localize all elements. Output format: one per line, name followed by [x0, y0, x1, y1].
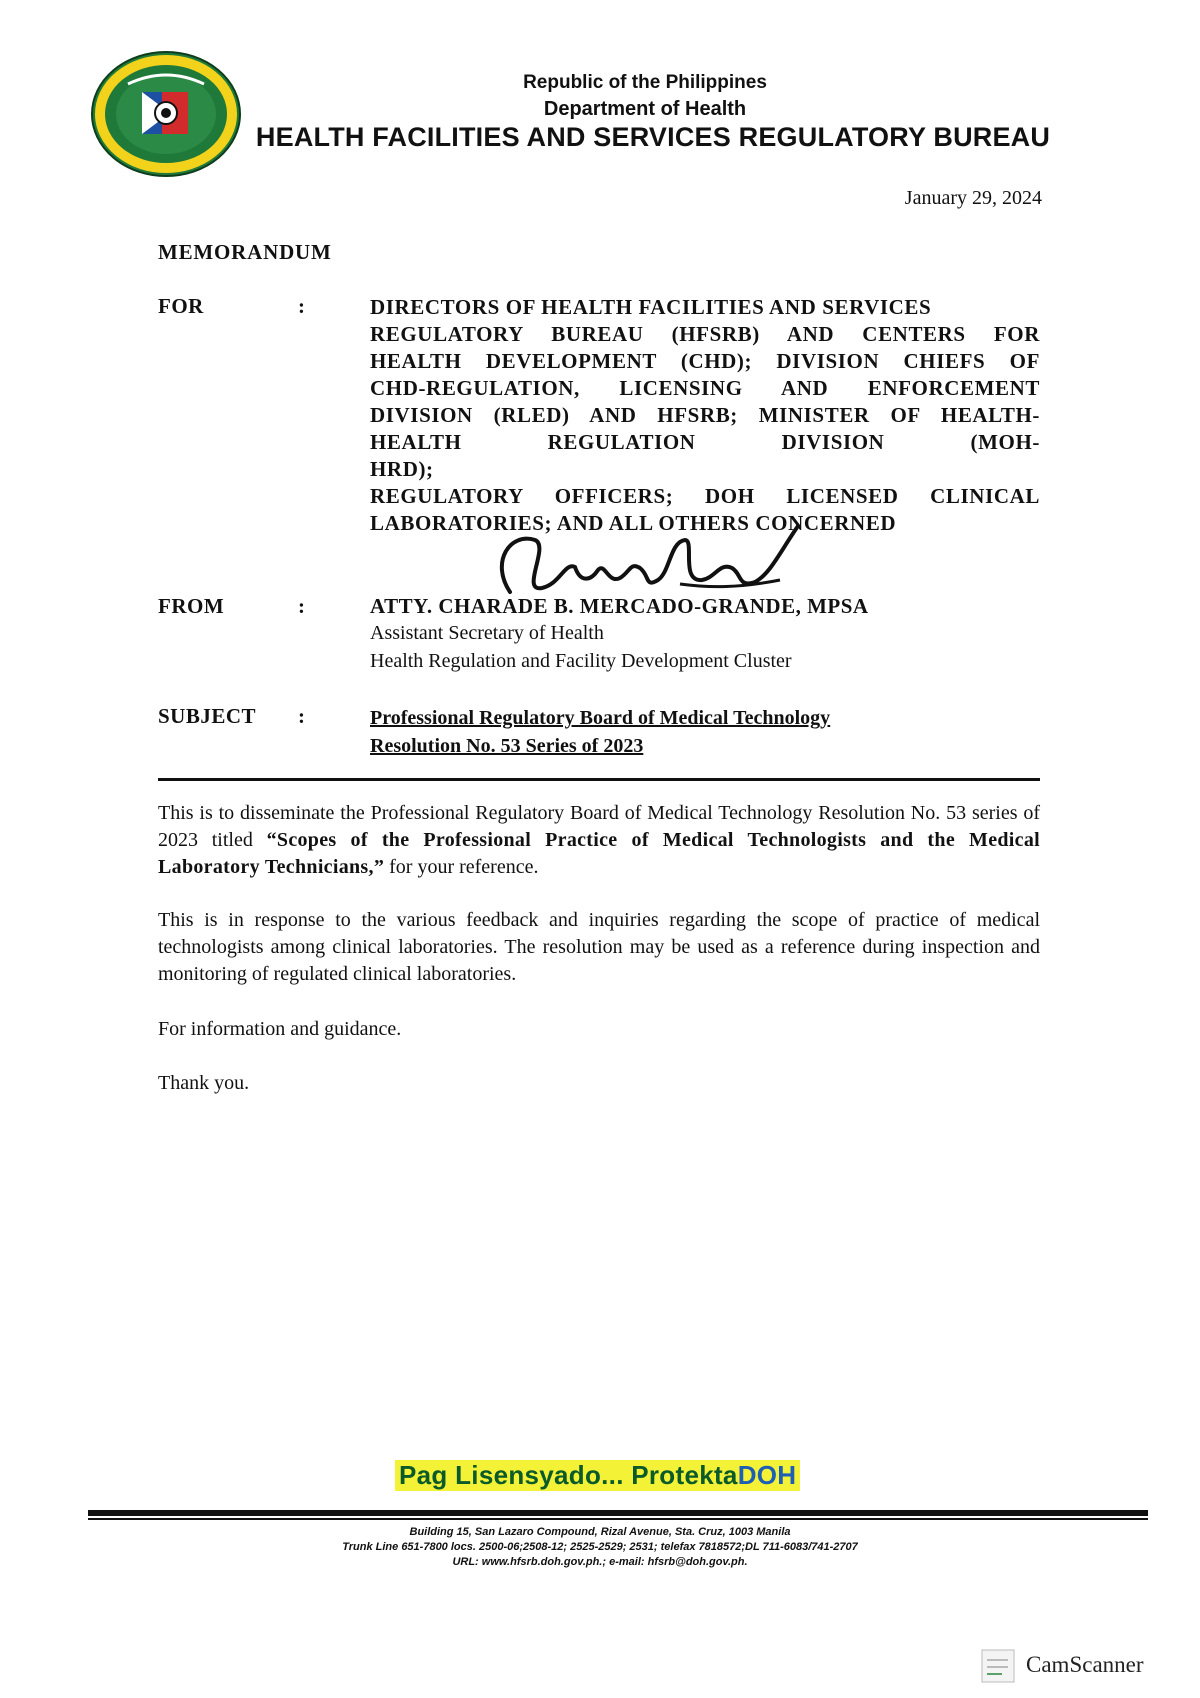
from-name: ATTY. CHARADE B. MERCADO-GRANDE, MPSA — [370, 594, 869, 618]
for-line: DIVISION (RLED) AND HFSRB; MINISTER OF HEALTH- — [370, 403, 1040, 427]
body-paragraph-1 — [158, 800, 1040, 881]
for-line: REGULATORY BUREAU (HFSRB) AND CENTERS FOR — [370, 322, 1040, 346]
camscanner-text: CamScanner — [1026, 1652, 1144, 1677]
header-bureau: HEALTH FACILITIES AND SERVICES REGULATORY BUREAU — [255, 122, 1051, 152]
for-line: LABORATORIES; AND ALL OTHERS CONCERNED — [370, 511, 897, 535]
footer-phones: Trunk Line 651-7800 locs. 2500-06;2508-12; 2525-2529; 2531; telefax 7818572;DL 711-6083/741-2707 — [342, 1541, 858, 1553]
body-paragraph-3: For information and guidance. — [158, 1018, 402, 1040]
memo-date: January 29, 2024 — [904, 187, 1042, 209]
for-line: CHD-REGULATION, LICENSING AND ENFORCEMENT — [370, 376, 1040, 400]
subject-line: Resolution No. 53 Series of 2023 — [370, 735, 644, 757]
camscanner-watermark — [978, 1646, 1178, 1686]
for-line: HEALTH REGULATION DIVISION (MOH-HRD); — [370, 430, 1040, 481]
footer-url: URL: www.hfsrb.doh.gov.ph.; e-mail: hfsrb@doh.gov.ph. — [452, 1556, 748, 1568]
memo-title: MEMORANDUM — [158, 240, 332, 264]
footer-rule-thin — [88, 1518, 1148, 1520]
subject-label: SUBJECT — [158, 704, 257, 728]
doh-seal-logo — [88, 48, 244, 180]
from-title: Assistant Secretary of Health — [370, 622, 604, 644]
from-label: FROM — [158, 594, 225, 618]
subject-line: Professional Regulatory Board of Medical Technology — [370, 707, 831, 729]
for-line: REGULATORY OFFICERS; DOH LICENSED CLINICAL — [370, 484, 1040, 508]
for-line: DIRECTORS OF HEALTH FACILITIES AND SERVICES — [370, 295, 932, 319]
p1-text-c: for your reference. — [384, 856, 539, 878]
p1-title: “Scopes of the Professional Practice of Medical Technologists and the Medical Laboratory Technicians,” — [158, 829, 1041, 878]
for-label: FOR — [158, 294, 204, 318]
camscanner-logo-icon — [978, 1646, 1018, 1686]
footer-address: Building 15, San Lazaro Compound, Rizal Avenue, Sta. Cruz, 1003 Manila — [409, 1526, 791, 1538]
for-line: HEALTH DEVELOPMENT (CHD); DIVISION CHIEFS OF — [370, 349, 1040, 373]
subject-text — [370, 704, 830, 760]
subject-colon: : — [298, 704, 305, 728]
tagline-doh: DOH — [737, 1460, 797, 1490]
for-recipients — [370, 294, 1040, 537]
tagline — [395, 1460, 800, 1491]
body-paragraph-2: This is in response to the various feedback and inquiries regarding the scope of practice of medical technologists among clinical laboratories. The resolution may be used as a reference during inspection and monitoring of regulated clinical laboratories. — [158, 909, 1040, 985]
p1-text-a: This is to disseminate the Professional Regulatory Board of Medical Technology Resolution No. 53 series of 2023 titled — [158, 802, 1040, 851]
body-paragraph-4: Thank you. — [158, 1072, 250, 1094]
from-colon: : — [298, 594, 305, 618]
footer-rule — [88, 1510, 1148, 1516]
tagline-text: Pag Lisensyado... Protekta — [399, 1460, 738, 1490]
from-cluster: Health Regulation and Facility Development Cluster — [370, 650, 792, 672]
divider — [158, 778, 1040, 781]
header-republic: Republic of the Philippines — [523, 72, 767, 93]
header-department: Department of Health — [543, 98, 747, 120]
for-colon: : — [298, 294, 305, 318]
